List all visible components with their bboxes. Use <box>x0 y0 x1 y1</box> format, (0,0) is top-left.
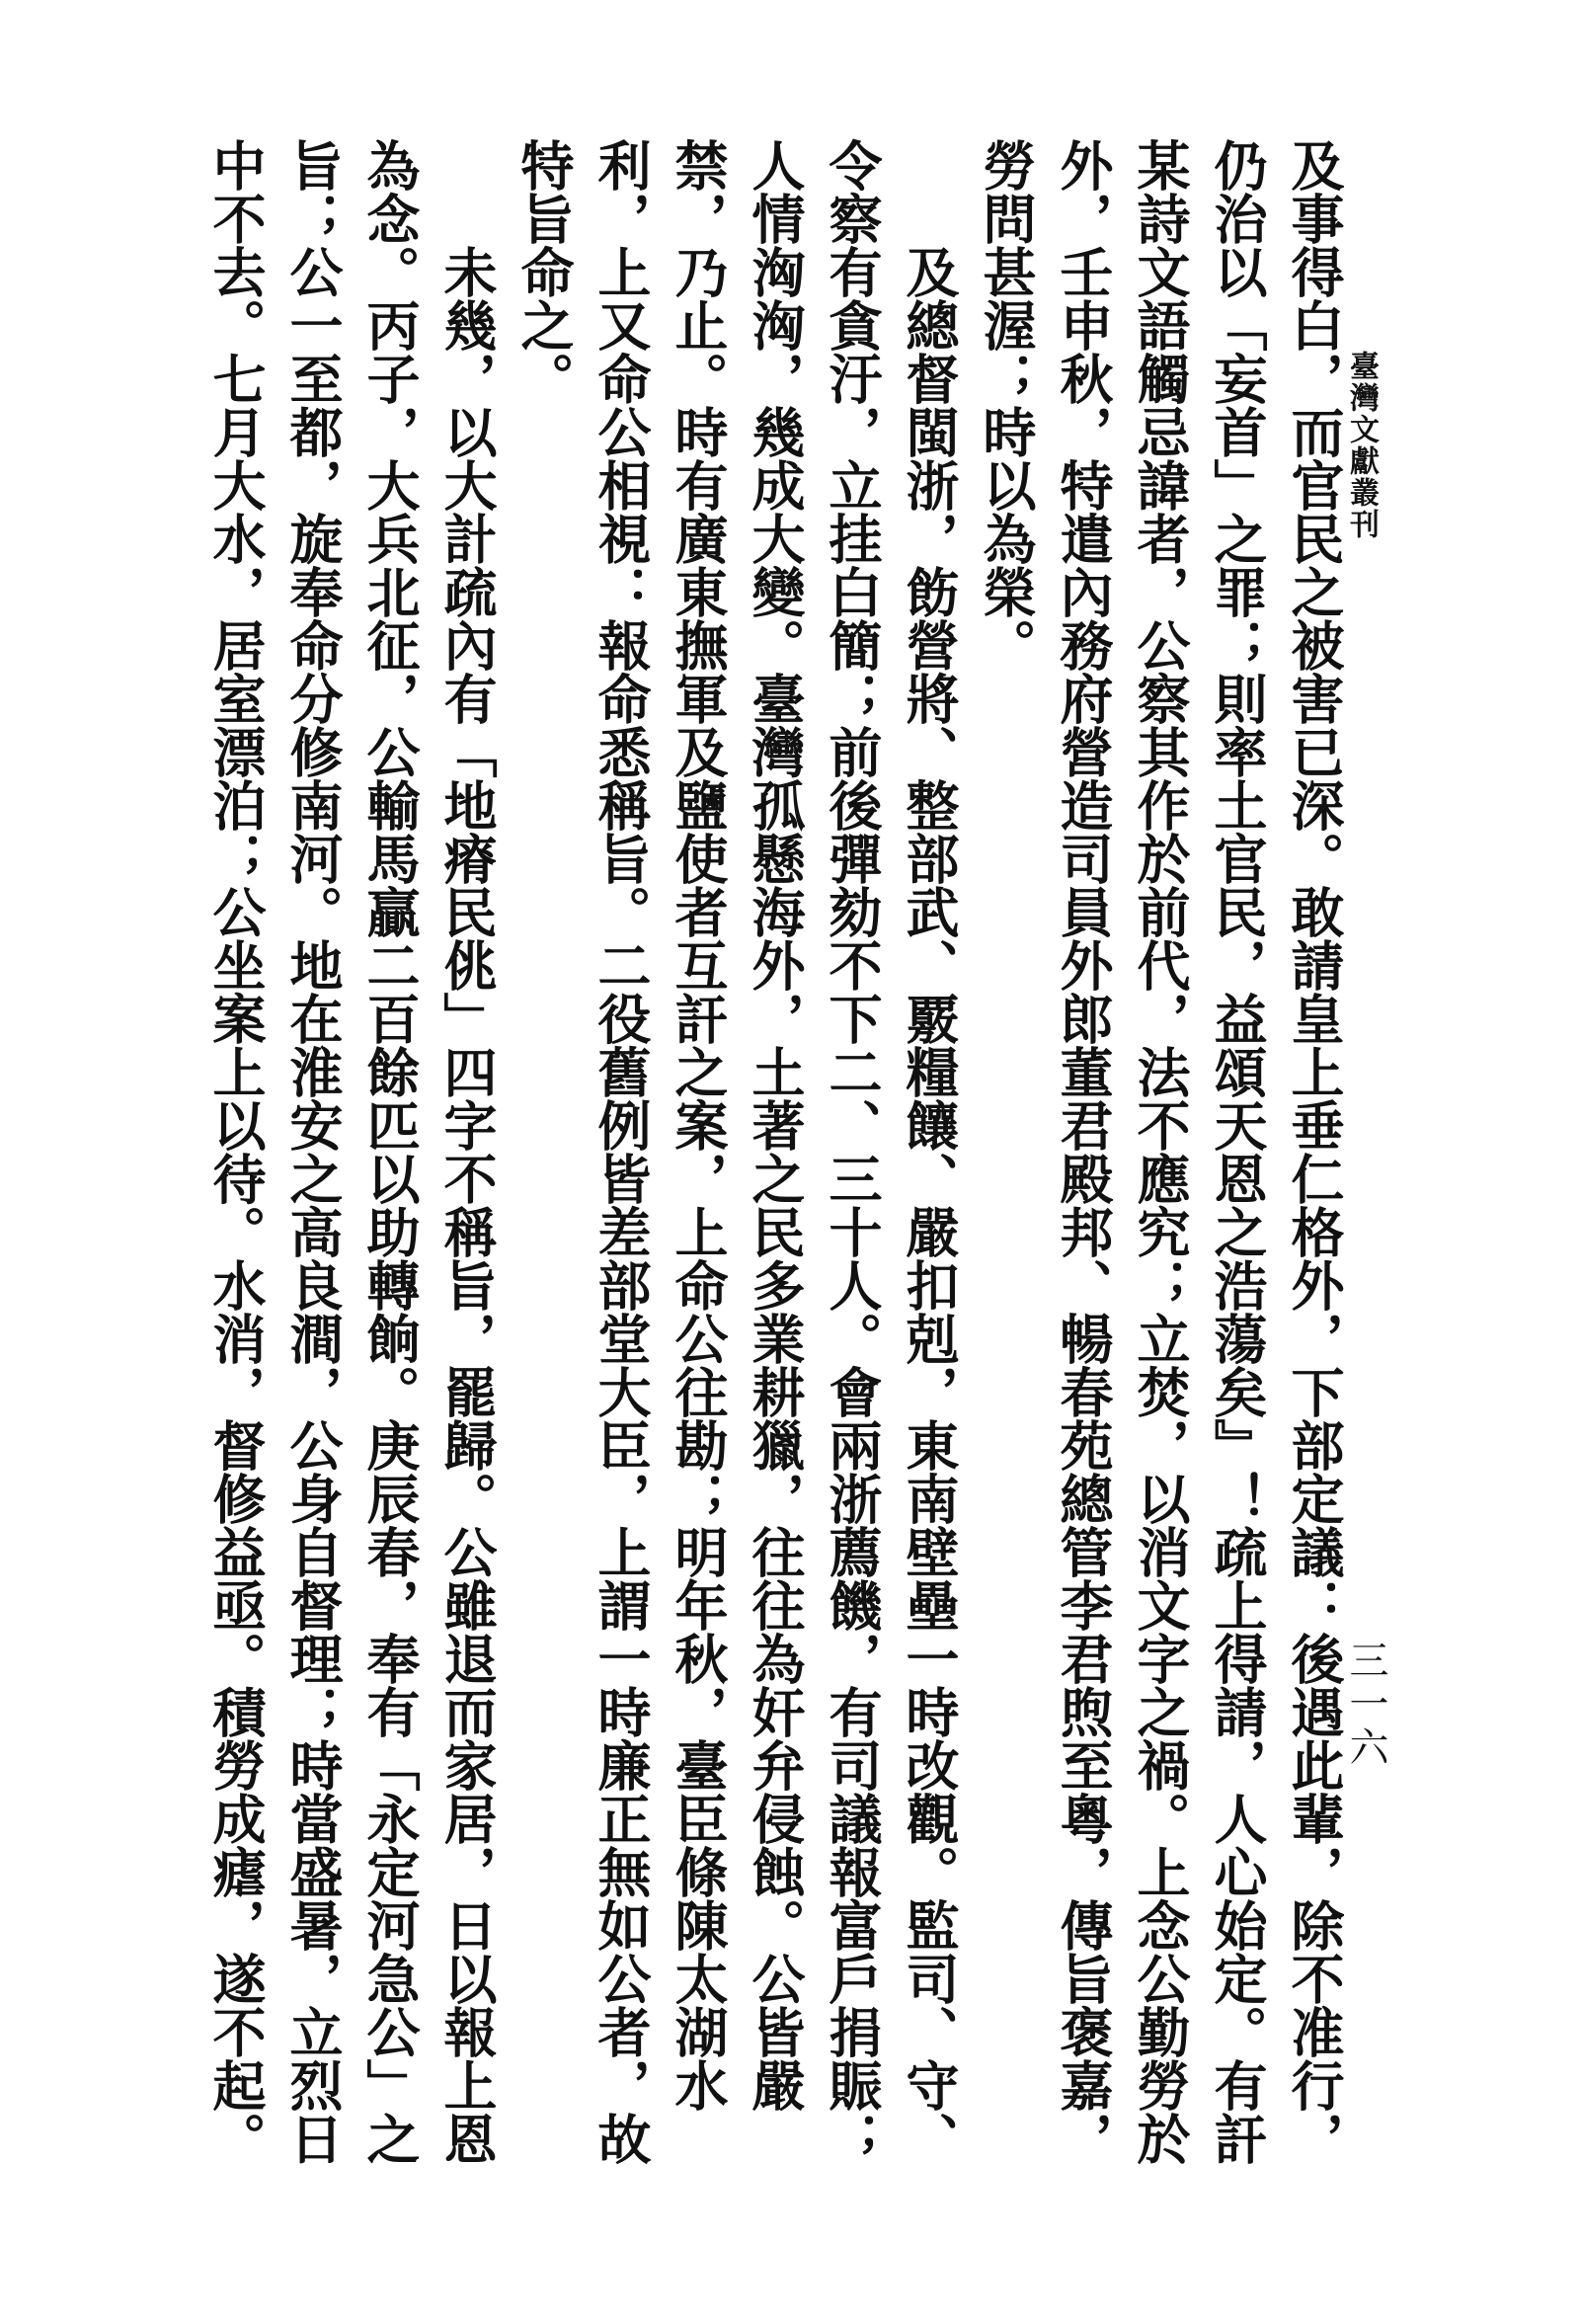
paragraph-1: 及事得白，而官民之被害已深。敢請皇上垂仁格外，下部定議：後遇此輩，除不准行，仍治以「妄首」之罪；則率土官民，益頌天恩之浩蕩矣』！疏上得請，人心始定。有訐某詩文語觸忌諱者，公察其作於前代，法不應究；立焚，以消文字之禍。上念公勤勞於外，壬申秋，特遣內務府營造司員外郎董君殿邦、暢春苑總管李君煦至粵，傳旨褒嘉，勞問甚渥；時以為榮。 <box>975 138 1346 2165</box>
paragraph-2: 及總督閩浙，飭營將、整部武、覈糧饟、嚴扣剋，東南壁壘一時改觀。監司、守、令察有貪汙，立挂白簡；前後彈劾不下二、三十人。會兩浙薦饑，有司議報富戶捐賑；人情洶洶，幾成大變。臺灣孤懸海外，土著之民多業耕獵，往往為奸弁侵蝕。公皆嚴禁，乃止。時有廣東撫軍及鹽使者互訐之案，上命公往勘；明年秋，臺臣條陳太湖水利，上又命公相視：報命悉稱旨。二役舊例皆差部堂大臣，上謂一時廉正無如公者，故特旨命之。 <box>513 138 961 2165</box>
paragraph-3: 未幾，以大計疏內有「地瘠民佻」四字不稱旨，罷歸。公雖退而家居，日以報上恩為念。丙子，大兵北征，公輸馬贏二百餘匹以助轉餉。庚辰春，奉有「永定河急公」之旨；公一至都，旋奉命分修南河。地在淮安之高良澗，公身自督理；時當盛暑，立烈日中不去。七月大水，居室漂泊；公坐案上以待。水消，督修益亟。積勞成瘧，遂不起。 <box>204 138 499 2165</box>
running-header-title: 臺灣文獻叢刊 <box>1344 351 1379 540</box>
page-number: 三一六 <box>1343 1640 1388 1770</box>
body-text <box>118 138 1353 2193</box>
